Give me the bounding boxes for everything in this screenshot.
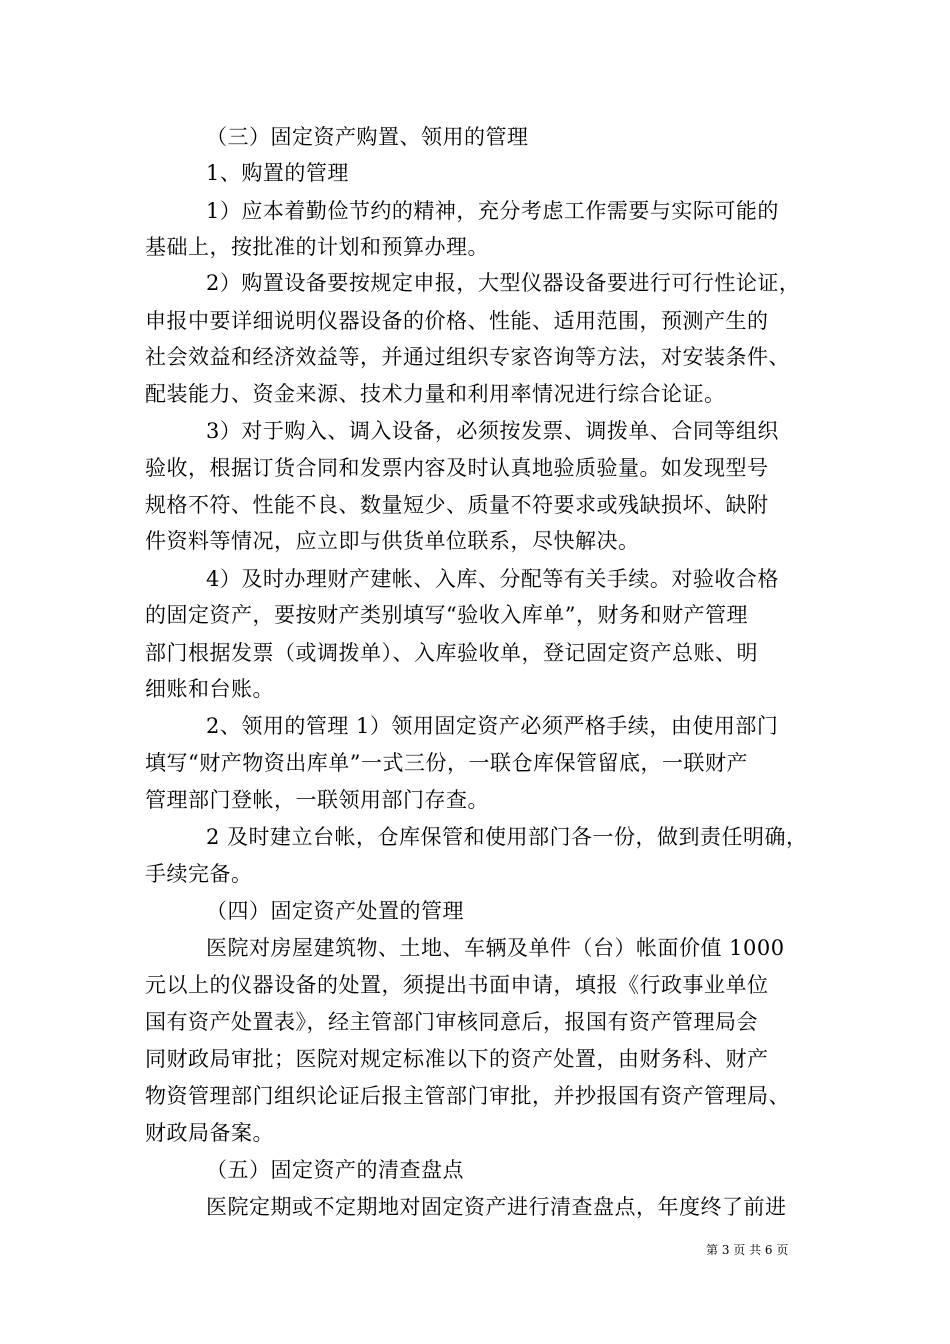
paragraph-line: 管理部门登帐，一联领用部门存查。: [145, 788, 489, 812]
paragraph-line: 1）应本着勤俭节约的精神，充分考虑工作需要与实际可能的: [206, 199, 779, 223]
paragraph-line: 细账和台账。: [145, 677, 274, 701]
subheading-purchase: 1、购置的管理: [206, 161, 349, 185]
paragraph-line: 社会效益和经济效益等，并通过组织专家咨询等方法，对安装条件、: [145, 345, 790, 369]
paragraph-line: 部门根据发票（或调拨单）、入库验收单，登记固定资产总账、明: [145, 641, 758, 665]
paragraph-line: 验收，根据订货合同和发票内容及时认真地验质验量。如发现型号: [145, 456, 769, 480]
paragraph-line: 配装能力、资金来源、技术力量和利用率情况进行综合论证。: [145, 382, 726, 406]
section-heading-4: （四）固定资产处置的管理: [206, 899, 464, 923]
paragraph-line: 2）购置设备要按规定申报，大型仪器设备要进行可行性论证，: [206, 271, 801, 295]
subheading-use: 2、领用的管理 1）领用固定资产必须严格手续，由使用部门: [206, 714, 779, 738]
paragraph-line: 规格不符、性能不良、数量短少、质量不符要求或残缺损坏、缺附: [145, 493, 769, 517]
paragraph-line: 医院对房屋建筑物、土地、车辆及单件（台）帐面价值 1000: [206, 936, 785, 960]
paragraph-line: 同财政局审批；医院对规定标准以下的资产处置，由财务科、财产: [145, 1047, 769, 1071]
paragraph-line: 物资管理部门组织论证后报主管部门审批，并抄报国有资产管理局、: [145, 1084, 790, 1108]
paragraph-line: 财政局备案。: [145, 1121, 274, 1145]
paragraph-line: 元以上的仪器设备的处置，须提出书面申请，填报《行政事业单位: [145, 973, 769, 997]
paragraph-line: 手续完备。: [145, 862, 253, 886]
paragraph-line: 填写“财产物资出库单”一式三份，一联仓库保管留底，一联财产: [145, 751, 748, 775]
section-heading-3: （三）固定资产购置、领用的管理: [206, 125, 529, 149]
paragraph-line: 2 及时建立台帐，仓库保管和使用部门各一份，做到责任明确，: [206, 825, 808, 849]
paragraph-line: 4）及时办理财产建帐、入库、分配等有关手续。对验收合格: [206, 567, 779, 591]
paragraph-line: 医院定期或不定期地对固定资产进行清查盘点，年度终了前进: [206, 1195, 787, 1219]
paragraph-line: 国有资产处置表》，经主管部门审核同意后，报国有资产管理局会: [145, 1010, 758, 1034]
section-heading-5: （五）固定资产的清查盘点: [206, 1158, 464, 1182]
page-number-footer: 第 3 页 共 6 页: [706, 1243, 789, 1257]
paragraph-line: 的固定资产，要按财产类别填写“验收入库单”，财务和财产管理: [145, 603, 748, 627]
paragraph-line: 3）对于购入、调入设备，必须按发票、调拨单、合同等组织: [206, 419, 779, 443]
paragraph-line: 申报中要详细说明仪器设备的价格、性能、适用范围，预测产生的: [145, 309, 769, 333]
paragraph-line: 件资料等情况，应立即与供货单位联系，尽快解决。: [145, 529, 640, 553]
paragraph-line: 基础上，按批准的计划和预算办理。: [145, 235, 489, 259]
